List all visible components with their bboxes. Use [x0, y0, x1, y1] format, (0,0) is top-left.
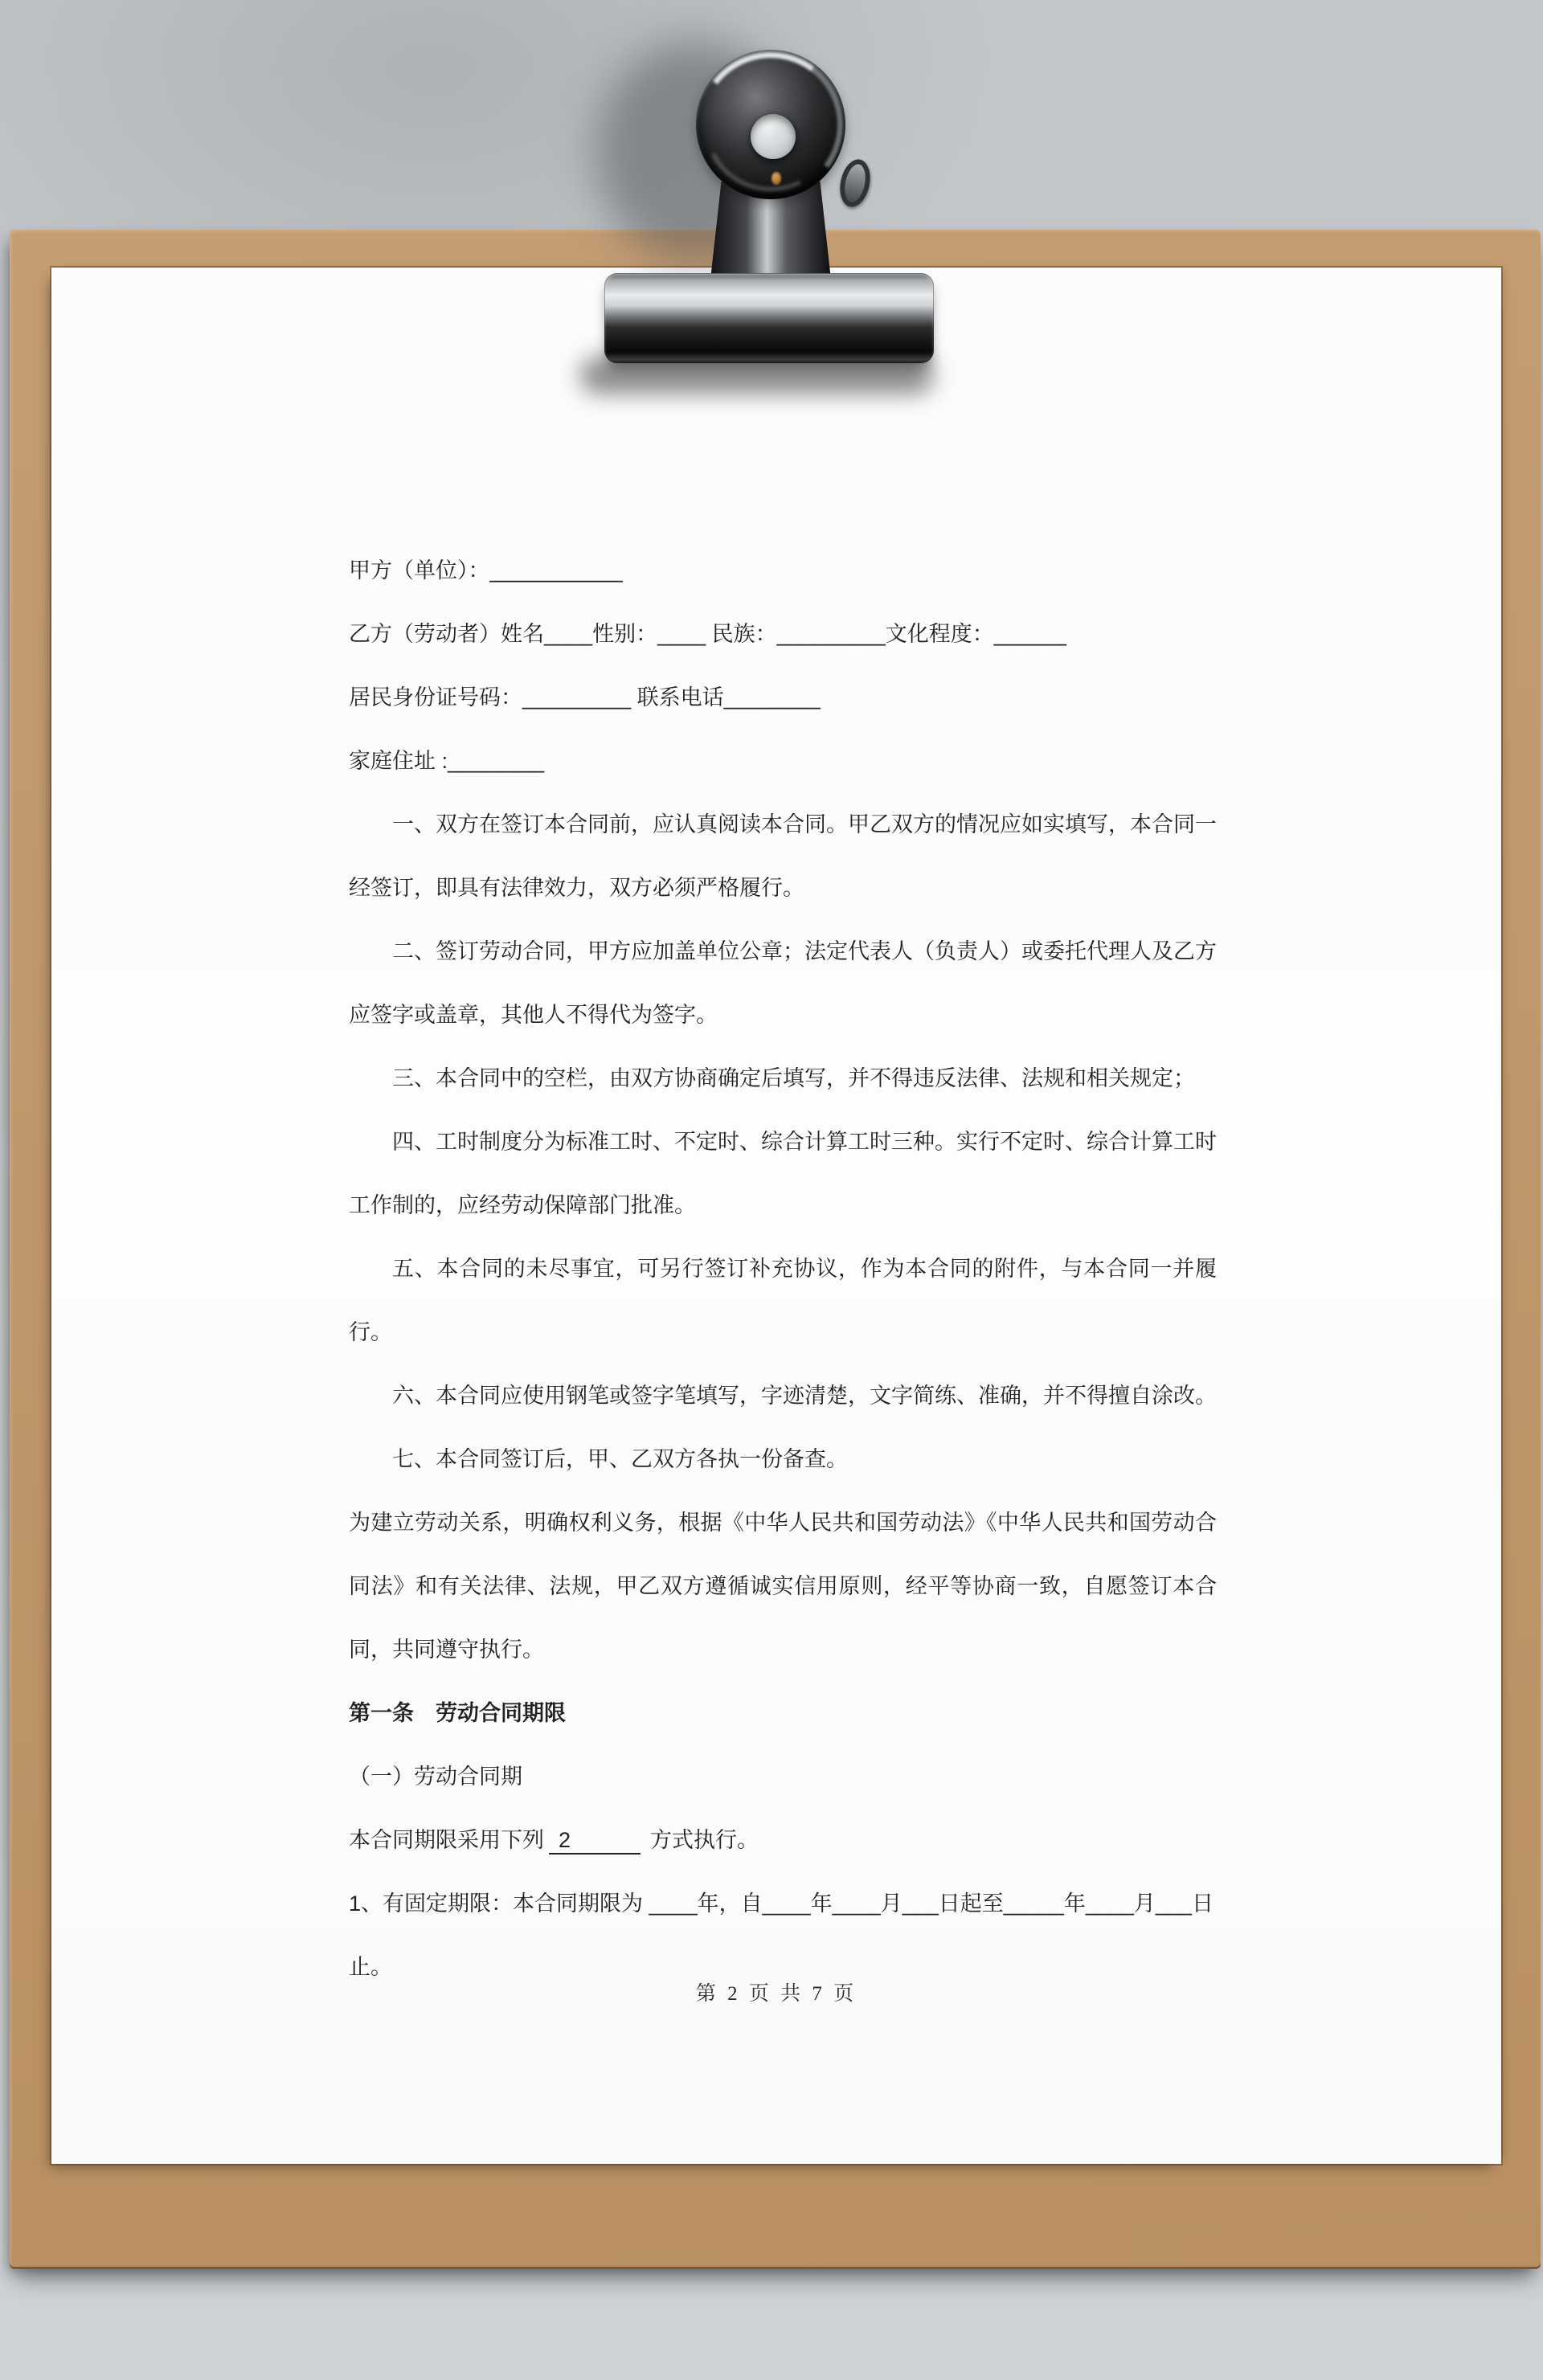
- term-value-blank: 2: [549, 1828, 641, 1855]
- note-7: 七、本合同签订后，甲、乙双方各执一份备查。: [392, 1447, 848, 1471]
- term-prefix: 本合同期限采用下列: [349, 1828, 544, 1852]
- clip-spring-circle: [696, 50, 845, 199]
- fixed-term-line-2: 止。: [349, 1955, 392, 1979]
- note-3: 三、本合同中的空栏，由双方协商确定后填写，并不得违反法律、法规和相关规定；: [392, 1066, 1195, 1090]
- id-phone-line: 居民身份证号码：_________ 联系电话________: [349, 685, 821, 710]
- note-1: 一、双方在签订本合同前，应认真阅读本合同。甲乙双方的情况应如实填写，本合同一经签订，即具有法律效力，双方必须严格履行。: [349, 812, 1217, 900]
- clip-wall-shadow: [596, 42, 794, 262]
- term-line: [349, 1809, 1217, 1872]
- clip-lever-loop: [836, 157, 874, 210]
- clip-glint: [772, 172, 781, 185]
- contract-body: [349, 539, 1217, 1999]
- note-6: 六、本合同应使用钢笔或签字笔填写，字迹清楚，文字简练、准确，并不得擅自涂改。: [392, 1384, 1217, 1408]
- party-a-line: 甲方（单位）：___________: [349, 558, 623, 583]
- fixed-term-line-1: 1、有固定期限：本合同期限为 ____年，自____年____月___日起至_____年____月___日: [349, 1891, 1214, 1916]
- note-2: 二、签订劳动合同，甲方应加盖单位公章；法定代表人（负责人）或委托代理人及乙方应签字或盖章，其他人不得代为签字。: [349, 939, 1217, 1027]
- article1-title: 第一条 劳动合同期限: [349, 1701, 566, 1725]
- party-b-line: 乙方（劳动者）姓名____性别：____ 民族：_________文化程度：______: [349, 622, 1066, 646]
- contract-page: [51, 268, 1501, 2164]
- note-4: 四、工时制度分为标准工时、不定时、综合计算工时三种。实行不定时、综合计算工时工作制的，应经劳动保障部门批准。: [349, 1130, 1217, 1217]
- article1-subtitle: （一）劳动合同期: [349, 1765, 522, 1789]
- term-suffix: 方式执行。: [650, 1828, 759, 1852]
- address-line: 家庭住址 :________: [349, 749, 545, 773]
- clip-hanging-hole: [751, 114, 796, 159]
- page-number: 第 2 页 共 7 页: [695, 1983, 857, 2005]
- preamble: 为建立劳动关系，明确权利义务，根据《中华人民共和国劳动法》《中华人民共和国劳动合同法》和有关法律、法规，甲乙双方遵循诚实信用原则，经平等协商一致，自愿签订本合同，共同遵守执行。: [349, 1511, 1217, 1662]
- note-5: 五、本合同的未尽事宜，可另行签订补充协议，作为本合同的附件，与本合同一并履行。: [349, 1257, 1217, 1344]
